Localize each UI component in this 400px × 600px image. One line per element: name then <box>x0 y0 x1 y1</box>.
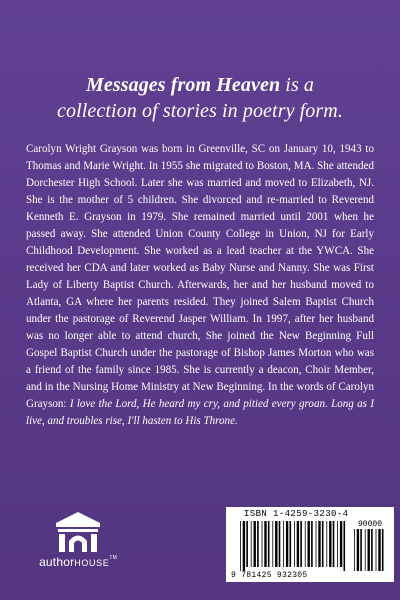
barcode-bar <box>382 529 384 571</box>
barcode-bar <box>354 529 355 571</box>
isbn-number: ISBN 1-4259-3230-4 <box>244 509 349 519</box>
addon-barcode-bars <box>354 529 388 571</box>
barcode-bar <box>344 521 346 571</box>
biography-text: Carolyn Wright Grayson was born in Greenville, SC on January 10, 1943 to Thomas and Marie Wright. In 1955 she migrated to Boston, MA. She attended Dorchester High School. Later she was married and moved to Elizabeth, NJ. She is the mother of 5 children. She divorced and re-married to Reverend Kenneth E. Grayson in 1979. She remained married until 2001 when he passed away. She attended Union County College in Union, NJ for Early Childhood Development. She worked as a lead teacher at the YWCA. She received her CDA and later worked as Baby Nurse and Nanny. She was First Lady of Liberty Baptist Church. Afterwards, her and her husband moved to Atlanta, GA where her parents resided. They joined Salem Baptist Church under the pastorage of Reverend Jasper William. In 1997, after her husband was no longer able to attend church, She joined the New Beginning Full Gospel Baptist Church under the pastorage of Bishop James Morton who was a friend of the family since 1985. She is currently a deacon, Choir Member, and in the Nursing Home Ministry at New Beginning. In the words of Carolyn Grayson: <box>26 143 374 410</box>
barcode-bar <box>264 521 266 567</box>
barcode-bar <box>316 521 317 567</box>
barcode-bar <box>308 521 310 567</box>
barcode-bar <box>368 529 370 571</box>
author-biography <box>26 141 374 430</box>
author-quote: I love the Lord, He heard my cry, and pitied every groan. Long as I live, and troubles rise, I'll hasten to His Throne. <box>26 398 374 427</box>
barcode-bar <box>240 521 241 571</box>
barcode-bar <box>329 521 331 567</box>
ean-barcode-bars <box>240 521 350 571</box>
barcode-bar <box>340 521 342 567</box>
barcode-bar <box>286 521 288 567</box>
publisher-name: authorHOUSE™ <box>39 555 117 569</box>
barcode-bar <box>376 529 377 571</box>
barcode-bar <box>365 529 366 571</box>
publisher-logo <box>18 510 138 576</box>
tagline <box>40 72 360 124</box>
barcode-bar <box>305 521 306 567</box>
barcode-bar <box>268 521 270 567</box>
barcode-bar <box>300 521 302 567</box>
barcode-bar <box>257 521 259 567</box>
barcode-bar <box>251 521 252 567</box>
barcode-bar <box>272 521 273 567</box>
barcode-bar <box>254 521 256 567</box>
tagline-part-1: is a <box>285 74 315 96</box>
barcode-bar <box>262 521 263 567</box>
barcode-bar <box>378 529 380 571</box>
barcode-bar <box>311 521 313 567</box>
barcode-bar <box>333 521 335 567</box>
barcode-bar <box>290 521 292 567</box>
barcode-bar <box>371 529 373 571</box>
isbn-barcode <box>226 507 394 582</box>
ean-number: 9 781425 932305 <box>231 571 308 580</box>
barcode-bar <box>283 521 284 567</box>
tagline-part-2: collection of stories in poetry form. <box>57 100 343 122</box>
barcode-bar <box>318 521 320 567</box>
authorhouse-logo-icon <box>52 510 104 554</box>
barcode-bar <box>246 521 248 567</box>
book-title: Messages from Heaven <box>85 74 281 96</box>
barcode-bar <box>279 521 281 567</box>
barcode-bar <box>294 521 295 567</box>
price-addon-number: 90000 <box>358 520 383 529</box>
barcode-bar <box>326 521 327 567</box>
barcode-bar <box>357 529 359 571</box>
barcode-bar <box>297 521 299 567</box>
barcode-bar <box>322 521 324 567</box>
barcode-bar <box>243 521 245 571</box>
barcode-bar <box>337 521 338 567</box>
barcode-bar <box>360 529 362 571</box>
barcode-bar <box>275 521 277 567</box>
